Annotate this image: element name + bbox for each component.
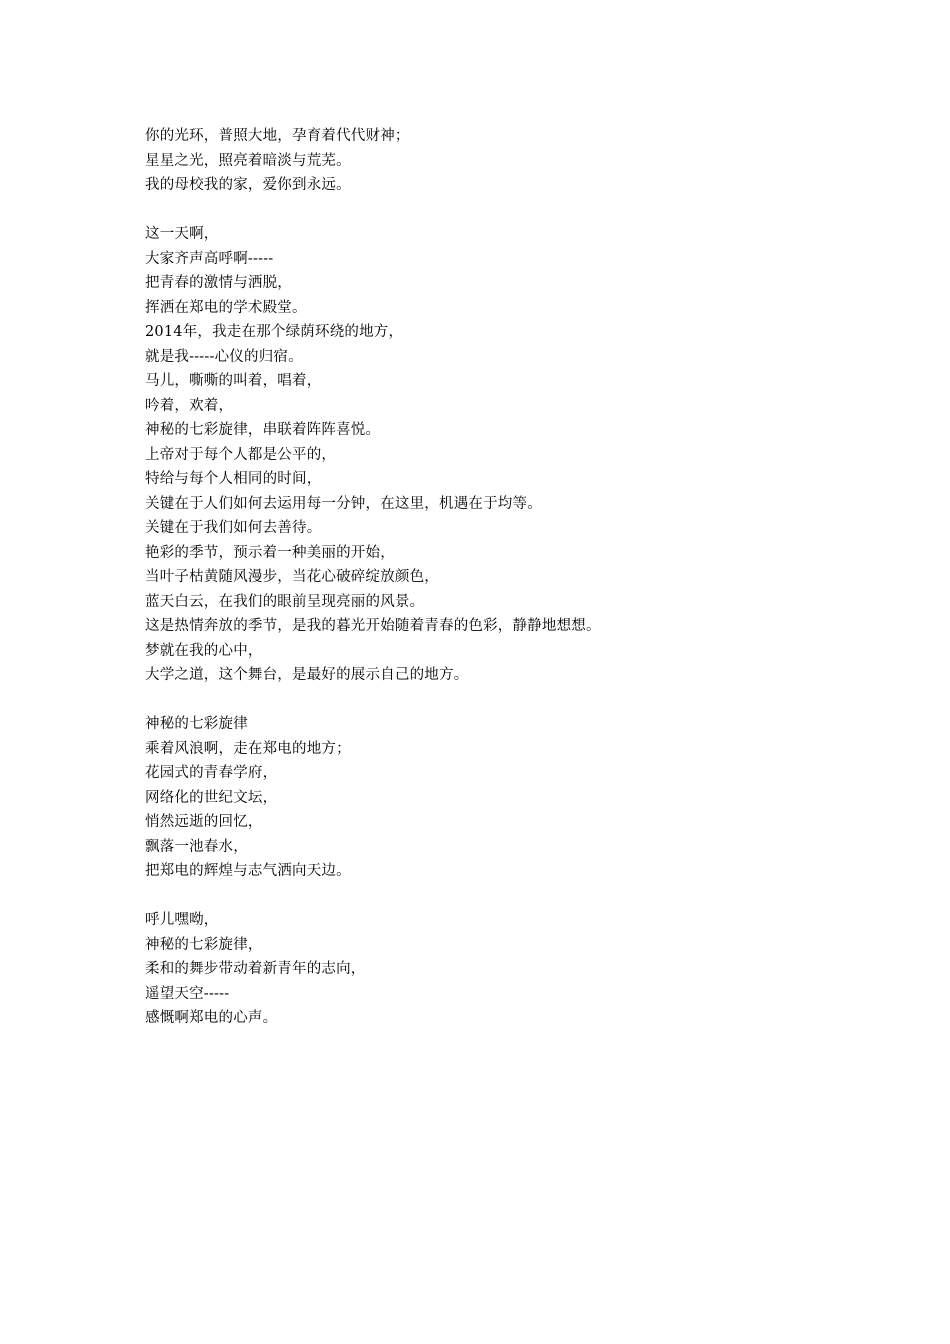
stanza-2 xyxy=(145,222,925,688)
poem-line: 神秘的七彩旋律 xyxy=(145,716,248,732)
stanza-3 xyxy=(145,712,925,884)
poem-line: 星星之光，照亮着暗淡与荒芜。 xyxy=(145,152,351,169)
poem-line: 把青春的激情与洒脱， xyxy=(145,275,292,291)
stanza-4 xyxy=(145,908,925,1031)
poem-line: 悄然远逝的回忆， xyxy=(145,814,263,830)
poem-line: 遥望天空----- xyxy=(145,985,230,1002)
poem-line: 特给与每个人相同的时间， xyxy=(145,471,322,487)
poem-line: 梦就在我的心中， xyxy=(145,642,263,659)
poem-line: 花园式的青春学府， xyxy=(145,765,278,781)
poem-line: 挥洒在郑电的学术殿堂。 xyxy=(145,299,307,316)
poem-line: 就是我-----心仪的归宿。 xyxy=(145,348,303,365)
poem-line: 你的光环，普照大地，孕育着代代财神； xyxy=(145,128,410,144)
poem-line: 呼儿嘿呦， xyxy=(145,912,219,928)
poem-line: 蓝天白云，在我们的眼前呈现亮丽的风景。 xyxy=(145,593,425,610)
poem-line: 2014年，我走在那个绿荫环绕的地方， xyxy=(145,324,404,340)
poem-line: 当叶子枯黄随风漫步，当花心破碎绽放颜色， xyxy=(145,569,439,585)
document-page xyxy=(145,124,925,1031)
poem-line: 神秘的七彩旋律， xyxy=(145,936,263,953)
poem-line: 我的母校我的家，爱你到永远。 xyxy=(145,177,351,193)
poem-line: 飘落一池春水， xyxy=(145,838,248,855)
poem-line: 网络化的世纪文坛， xyxy=(145,789,278,806)
poem-line: 这一天啊， xyxy=(145,226,219,242)
poem-line: 吟着，欢着， xyxy=(145,397,234,414)
poem-line: 把郑电的辉煌与志气洒向天边。 xyxy=(145,863,351,879)
poem-line: 马儿，嘶嘶的叫着，唱着， xyxy=(145,373,322,389)
poem-line: 大家齐声高呼啊----- xyxy=(145,250,274,267)
poem-line: 关键在于人们如何去运用每一分钟，在这里，机遇在于均等。 xyxy=(145,495,542,512)
poem-line: 神秘的七彩旋律，串联着阵阵喜悦。 xyxy=(145,422,381,438)
poem-line: 大学之道，这个舞台，是最好的展示自己的地方。 xyxy=(145,667,469,683)
poem-line: 关键在于我们如何去善待。 xyxy=(145,520,322,536)
poem-line: 这是热情奔放的季节，是我的暮光开始随着青春的色彩，静静地想想。 xyxy=(145,618,601,634)
poem-line: 乘着风浪啊，走在郑电的地方； xyxy=(145,740,351,757)
poem-line: 感慨啊郑电的心声。 xyxy=(145,1010,278,1026)
stanza-1 xyxy=(145,124,925,198)
poem-line: 上帝对于每个人都是公平的， xyxy=(145,446,337,463)
poem-line: 柔和的舞步带动着新青年的志向， xyxy=(145,961,366,977)
poem-line: 艳彩的季节，预示着一种美丽的开始， xyxy=(145,544,395,561)
